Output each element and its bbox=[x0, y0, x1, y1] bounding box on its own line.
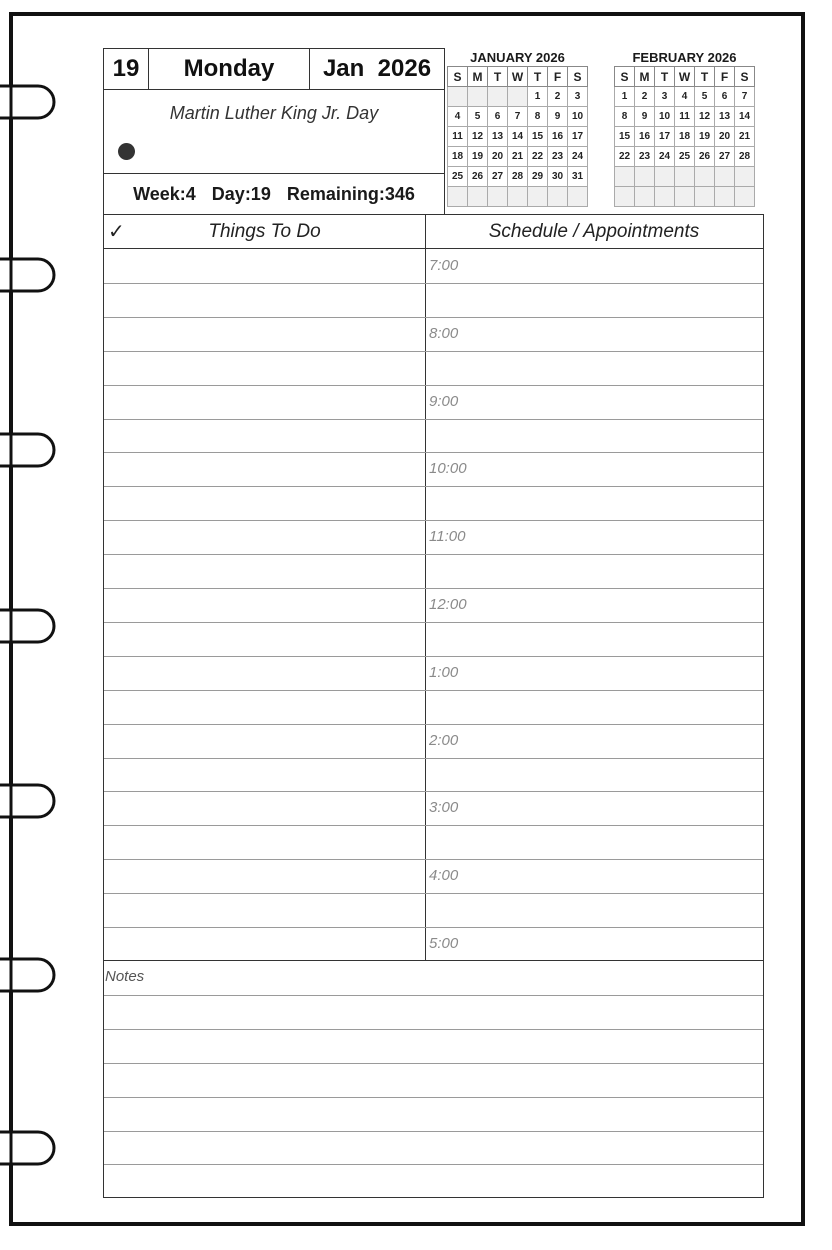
calendar-day bbox=[448, 187, 468, 207]
day-stats bbox=[103, 173, 445, 215]
calendar-day: 17 bbox=[568, 127, 588, 147]
notes-label: Notes bbox=[105, 968, 145, 985]
calendar-day: 14 bbox=[508, 127, 528, 147]
calendar-day: 15 bbox=[528, 127, 548, 147]
calendar-day: 14 bbox=[735, 107, 755, 127]
calendar-day: 19 bbox=[695, 127, 715, 147]
calendar-day: 2 bbox=[548, 87, 568, 107]
row-rule bbox=[104, 893, 763, 894]
calendar-day bbox=[735, 167, 755, 187]
todo-title: Things To Do bbox=[208, 221, 321, 242]
calendar-day bbox=[655, 187, 675, 207]
calendar-day: 3 bbox=[568, 87, 588, 107]
calendar-day bbox=[615, 167, 635, 187]
calendar-day: 26 bbox=[468, 167, 488, 187]
binder-ring-icon bbox=[0, 245, 64, 293]
row-rule bbox=[104, 317, 763, 318]
day-number: 19 bbox=[104, 49, 149, 89]
row-rule bbox=[104, 656, 763, 657]
binder-ring-icon bbox=[0, 596, 64, 644]
schedule-title: Schedule / Appointments bbox=[488, 221, 700, 242]
calendar-day: 16 bbox=[635, 127, 655, 147]
time-slot-label: 9:00 bbox=[429, 392, 459, 410]
weekday-header: T bbox=[488, 67, 508, 87]
time-slot-label: 10:00 bbox=[429, 460, 467, 478]
calendar-day bbox=[695, 187, 715, 207]
binder-ring-icon bbox=[0, 771, 64, 819]
mini-calendar-title: JANUARY 2026 bbox=[470, 50, 565, 65]
calendar-day: 20 bbox=[488, 147, 508, 167]
todo-column-header bbox=[104, 215, 425, 249]
calendar-day: 11 bbox=[675, 107, 695, 127]
mini-calendar-title: FEBRUARY 2026 bbox=[632, 50, 737, 65]
row-rule bbox=[104, 486, 763, 487]
row-rule bbox=[104, 520, 763, 521]
calendar-day bbox=[468, 87, 488, 107]
calendar-day: 1 bbox=[528, 87, 548, 107]
row-rule bbox=[104, 452, 763, 453]
row-rule bbox=[104, 385, 763, 386]
row-rule bbox=[104, 554, 763, 555]
calendar-day bbox=[568, 187, 588, 207]
time-slot-label: 12:00 bbox=[429, 596, 467, 613]
calendar-day bbox=[488, 187, 508, 207]
calendar-day bbox=[548, 187, 568, 207]
calendar-day bbox=[615, 187, 635, 207]
calendar-day: 7 bbox=[735, 87, 755, 107]
binder-ring-icon bbox=[0, 1118, 64, 1166]
calendar-day: 9 bbox=[635, 107, 655, 127]
notes-rule bbox=[104, 1131, 763, 1132]
calendar-day bbox=[675, 167, 695, 187]
weekday-header: M bbox=[635, 67, 655, 87]
calendar-day: 27 bbox=[715, 147, 735, 167]
weekday-header: S bbox=[568, 67, 588, 87]
weekday-header: T bbox=[528, 67, 548, 87]
row-rule bbox=[104, 927, 763, 928]
notes-rule bbox=[104, 1164, 763, 1165]
calendar-day bbox=[448, 87, 468, 107]
calendar-day: 7 bbox=[508, 107, 528, 127]
calendar-day: 25 bbox=[675, 147, 695, 167]
calendar-day: 21 bbox=[735, 127, 755, 147]
new-moon-icon bbox=[118, 143, 135, 160]
time-slot-label: 8:00 bbox=[429, 324, 459, 342]
weekday-header: W bbox=[675, 67, 695, 87]
row-rule bbox=[104, 825, 763, 826]
notes-rule bbox=[104, 1097, 763, 1098]
calendar-day: 5 bbox=[695, 87, 715, 107]
calendar-day bbox=[468, 187, 488, 207]
calendar-day: 23 bbox=[635, 147, 655, 167]
weekday-header: F bbox=[715, 67, 735, 87]
calendar-day: 24 bbox=[655, 147, 675, 167]
calendar-day bbox=[635, 167, 655, 187]
notes-rule bbox=[104, 1029, 763, 1030]
calendar-day bbox=[715, 167, 735, 187]
calendar-day: 9 bbox=[548, 107, 568, 127]
weekday-header: S bbox=[735, 67, 755, 87]
calendar-day: 8 bbox=[615, 107, 635, 127]
checkmark-icon: ✓ bbox=[108, 221, 125, 243]
todo-schedule-table bbox=[103, 214, 764, 961]
mini-calendar-grid bbox=[614, 66, 755, 207]
row-rule bbox=[104, 283, 763, 284]
row-rule bbox=[104, 588, 763, 589]
month-year: Jan 2026 bbox=[322, 55, 432, 82]
calendar-day: 17 bbox=[655, 127, 675, 147]
calendar-day: 22 bbox=[615, 147, 635, 167]
notes-rule bbox=[104, 1063, 763, 1064]
calendar-day bbox=[695, 167, 715, 187]
calendar-day: 18 bbox=[675, 127, 695, 147]
date-header bbox=[103, 48, 445, 90]
binder-ring-icon bbox=[0, 420, 64, 468]
row-rule bbox=[104, 419, 763, 420]
row-rule bbox=[104, 622, 763, 623]
time-slot-label: 11:00 bbox=[429, 528, 466, 546]
calendar-day: 29 bbox=[528, 167, 548, 187]
calendar-day: 13 bbox=[715, 107, 735, 127]
calendar-day: 23 bbox=[548, 147, 568, 167]
time-slot-label: 3:00 bbox=[429, 799, 459, 817]
calendar-day: 25 bbox=[448, 167, 468, 187]
calendar-day: 16 bbox=[548, 127, 568, 147]
calendar-day: 3 bbox=[655, 87, 675, 107]
calendar-day: 30 bbox=[548, 167, 568, 187]
calendar-day bbox=[528, 187, 548, 207]
calendar-day: 4 bbox=[448, 107, 468, 127]
calendar-day: 12 bbox=[695, 107, 715, 127]
time-slot-label: 5:00 bbox=[429, 935, 459, 952]
calendar-day: 1 bbox=[615, 87, 635, 107]
weekday-name: Monday bbox=[149, 49, 310, 89]
calendar-day: 20 bbox=[715, 127, 735, 147]
notes-section bbox=[103, 960, 764, 1198]
notes-rule bbox=[104, 995, 763, 996]
calendar-day: 6 bbox=[488, 107, 508, 127]
calendar-day: 6 bbox=[715, 87, 735, 107]
calendar-day: 11 bbox=[448, 127, 468, 147]
weekday-header: M bbox=[468, 67, 488, 87]
calendar-day: 4 bbox=[675, 87, 695, 107]
weekday-header: S bbox=[448, 67, 468, 87]
mini-calendar-grid bbox=[447, 66, 588, 207]
calendar-day: 28 bbox=[735, 147, 755, 167]
calendar-day: 18 bbox=[448, 147, 468, 167]
calendar-day: 27 bbox=[488, 167, 508, 187]
calendar-day bbox=[735, 187, 755, 207]
calendar-day bbox=[675, 187, 695, 207]
calendar-day: 31 bbox=[568, 167, 588, 187]
holiday-box bbox=[103, 89, 445, 174]
calendar-day: 12 bbox=[468, 127, 488, 147]
week-number: Week:4 bbox=[133, 183, 196, 204]
mini-calendar-february bbox=[614, 50, 755, 207]
calendar-day: 19 bbox=[468, 147, 488, 167]
weekday-header: T bbox=[655, 67, 675, 87]
calendar-day bbox=[715, 187, 735, 207]
row-rule bbox=[104, 351, 763, 352]
time-slot-label: 7:00 bbox=[429, 257, 459, 274]
weekday-header: F bbox=[548, 67, 568, 87]
calendar-day: 10 bbox=[655, 107, 675, 127]
holiday-name: Martin Luther King Jr. Day bbox=[169, 103, 379, 123]
mini-calendar-january bbox=[447, 50, 588, 207]
time-slot-label: 1:00 bbox=[429, 663, 459, 681]
weekday-header: W bbox=[508, 67, 528, 87]
calendar-day: 24 bbox=[568, 147, 588, 167]
time-slot-label: 2:00 bbox=[429, 731, 459, 749]
calendar-day: 2 bbox=[635, 87, 655, 107]
calendar-day: 5 bbox=[468, 107, 488, 127]
calendar-day bbox=[508, 187, 528, 207]
calendar-day: 8 bbox=[528, 107, 548, 127]
calendar-day: 26 bbox=[695, 147, 715, 167]
time-slot-label: 4:00 bbox=[429, 867, 459, 885]
weekday-header: T bbox=[695, 67, 715, 87]
row-rule bbox=[104, 791, 763, 792]
calendar-day bbox=[655, 167, 675, 187]
row-rule bbox=[104, 859, 763, 860]
weekday-header: S bbox=[615, 67, 635, 87]
row-rule bbox=[104, 758, 763, 759]
calendar-day bbox=[488, 87, 508, 107]
calendar-day: 15 bbox=[615, 127, 635, 147]
calendar-day bbox=[635, 187, 655, 207]
binder-ring-icon bbox=[0, 945, 64, 993]
binder-ring-icon bbox=[0, 72, 64, 120]
calendar-day: 22 bbox=[528, 147, 548, 167]
calendar-day bbox=[508, 87, 528, 107]
calendar-day: 13 bbox=[488, 127, 508, 147]
calendar-day: 10 bbox=[568, 107, 588, 127]
row-rule bbox=[104, 690, 763, 691]
schedule-column-header bbox=[425, 215, 763, 249]
calendar-day: 21 bbox=[508, 147, 528, 167]
row-rule bbox=[104, 724, 763, 725]
day-of-year: Day:19 bbox=[211, 183, 271, 204]
calendar-day: 28 bbox=[508, 167, 528, 187]
days-remaining: Remaining:346 bbox=[286, 183, 415, 204]
